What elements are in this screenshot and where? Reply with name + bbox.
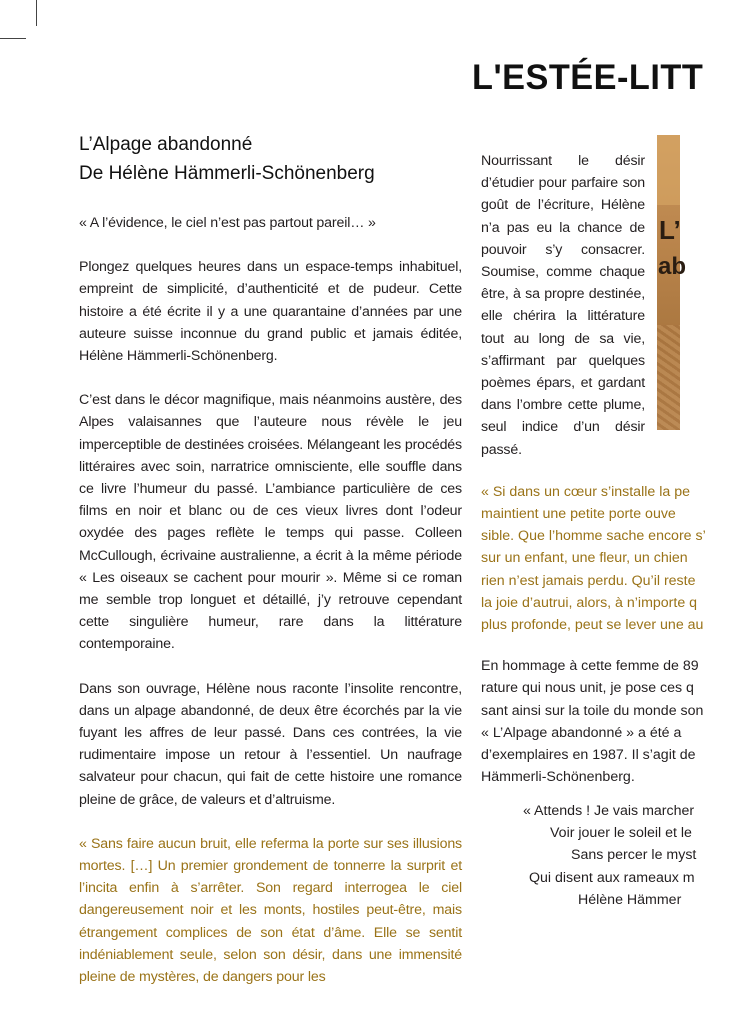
paragraph-biography: Nourrissant le désir d’étudier pour parfaire son goût de l’écriture, Hélène n’a pas eu la chance de pouvoir s’y consacrer. Soumise, comme chaque être, à sa propre destinée, elle chérira la littérature tout au long de sa vie, s’affirmant par quelques poèmes épars, et gardant dans l’ombre cette plume, seul indice d’un désir passé. — [481, 153, 645, 458]
tribute-line: En hommage à cette femme de 89 — [481, 658, 699, 675]
tribute-line: d’exemplaires en 1987. Il s’agit de — [481, 747, 696, 764]
book-title — [79, 130, 469, 188]
poem-quote-line: maintient une petite porte ouve — [481, 506, 676, 523]
poem-line: « Attends ! Je vais marcher — [523, 803, 695, 819]
tribute-line: sant ainsi sur la toile du monde son — [481, 702, 704, 719]
poem-quote-line: la joie d’autrui, alors, à n’importe q — [481, 594, 698, 611]
book-quote: « Sans faire aucun bruit, elle referma la porte sur ses illusions mortes. […] Un premier grondement de tonnerre la surprit et l’incita enfin à s’arrêter. Son regard interrogea le ciel dangereusement noir et les monts, hostiles peut-être, mais étrangement complices de son état d’âme. Elle se sentit indéniablement seule, selon son désir, dans une immensité pleine de mystères, de dangers pour les — [79, 835, 462, 986]
paragraph-setting: C’est dans le décor magnifique, mais néanmoins austère, des Alpes valaisannes que l’auteure nous révèle le jeu imperceptible de destinées croisées. Mélangeant les procédés littéraires avec soin, narratrice omnisciente, elle souffle dans ce livre l’humeur du passé. L’ambiance particulière de ces films en noir et blanc ou de ces vieux livres dont l’odeur oxydée des pages reflète le temps qui passe. Colleen McCullough, écrivaine australienne, a écrit à la même période « Les oiseaux se cachent pour mourir ». Même si ce roman me semble trop longuet et détaillé, j’y retrouve cependant cette singulière humeur, rare dans la littérature contemporaine. — [79, 392, 462, 653]
crop-mark-vertical — [36, 0, 37, 26]
poem-quote-line: plus profonde, peut se lever une au — [481, 617, 704, 634]
paragraph-tribute — [481, 655, 741, 788]
left-column — [79, 212, 462, 1010]
cover-letter-1: L’ — [659, 215, 681, 245]
poem-quote-line: sible. Que l’homme sache encore s’ — [481, 528, 706, 545]
poem-line: Sans percer le myst — [571, 847, 697, 864]
right-column — [481, 150, 741, 788]
tribute-line: Hämmerli-Schönenberg. — [481, 769, 635, 786]
book-title-line-1: L’Alpage abandonné — [79, 134, 253, 155]
paragraph-plot: Dans son ouvrage, Hélène nous raconte l’insolite rencontre, dans un alpage abandonné, de deux être écorchés par la vie fuyant les affres de leur passé. Dans ces contrées, la vie rudimentaire impose un retour à l’essentiel. Un naufrage salvateur pour chacun, qui fait de cette histoire une romance pleine de grâce, de valeurs et d’altruisme. — [79, 680, 462, 808]
poem-line: Voir jouer le soleil et le — [550, 825, 692, 842]
poem-quote-line: « Si dans un cœur s’installe la pe — [481, 483, 690, 500]
section-title: L'ESTÉE-LITT — [472, 58, 704, 97]
poem-author: Hélène Hämmer — [578, 891, 682, 908]
poem-line: Qui disent aux rameaux m — [529, 869, 695, 886]
paragraph-intro: Plongez quelques heures dans un espace-temps inhabituel, empreint de simplicité, d’authenticité et de pudeur. Cette histoire a été écrite il y a une quarantaine d’années par une auteure suisse inconnue du grand public et jamais éditée, Hélène Hämmerli-Schönenberg. — [79, 259, 462, 365]
poem — [481, 800, 741, 911]
crop-mark-horizontal — [0, 38, 26, 39]
poem-quote-line: rien n’est jamais perdu. Qu’il reste — [481, 572, 696, 589]
poem-quote-line: sur un enfant, une fleur, un chien — [481, 550, 688, 567]
book-author-line: De Hélène Hämmerli-Schönenberg — [79, 163, 375, 184]
epigraph: « A l’évidence, le ciel n’est pas partout pareil… » — [79, 215, 376, 231]
tribute-line: rature qui nous unit, je pose ces q — [481, 680, 694, 697]
cover-letter-2: ab — [658, 253, 687, 280]
poem-quote — [481, 481, 741, 636]
tribute-line: « L’Alpage abandonné » a été a — [481, 724, 682, 741]
